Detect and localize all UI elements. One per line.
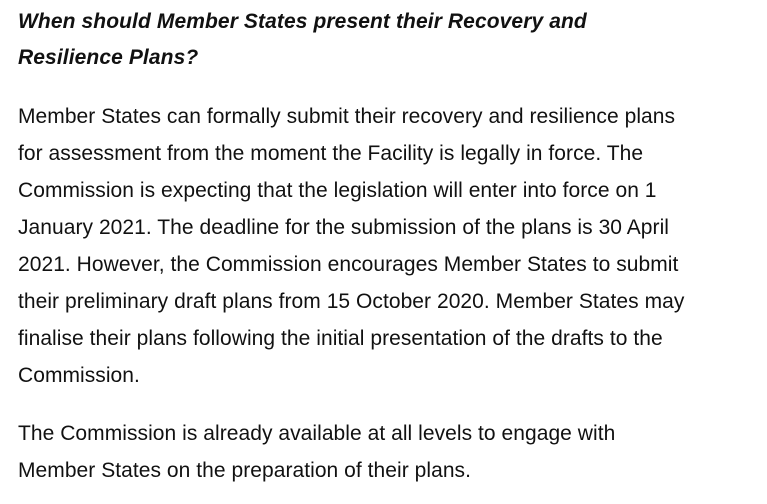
document — [18, 0, 758, 489]
paragraph-line: finalise their plans following the initial presentation of the drafts to the — [18, 327, 663, 350]
answer-paragraph-1 — [18, 98, 758, 394]
paragraph-line: 2021. However, the Commission encourages Member States to submit — [18, 253, 679, 276]
answer-paragraph-2 — [18, 415, 758, 489]
paragraph-line: January 2021. The deadline for the submission of the plans is 30 April — [18, 216, 670, 239]
paragraph-line: Member States can formally submit their recovery and resilience plans — [18, 105, 676, 128]
paragraph-line: Commission is expecting that the legislation will enter into force on 1 — [18, 179, 657, 202]
paragraph-line: for assessment from the moment the Facility is legally in force. The — [18, 142, 644, 165]
paragraph-line: The Commission is already available at all levels to engage with — [18, 422, 616, 445]
paragraph-line: Commission. — [18, 364, 140, 387]
heading-line: Resilience Plans? — [18, 46, 199, 69]
paragraph-line: Member States on the preparation of their plans. — [18, 459, 471, 482]
faq-question-heading — [18, 0, 758, 76]
paragraph-line: their preliminary draft plans from 15 October 2020. Member States may — [18, 290, 685, 313]
heading-line: When should Member States present their Recovery and — [18, 10, 587, 33]
